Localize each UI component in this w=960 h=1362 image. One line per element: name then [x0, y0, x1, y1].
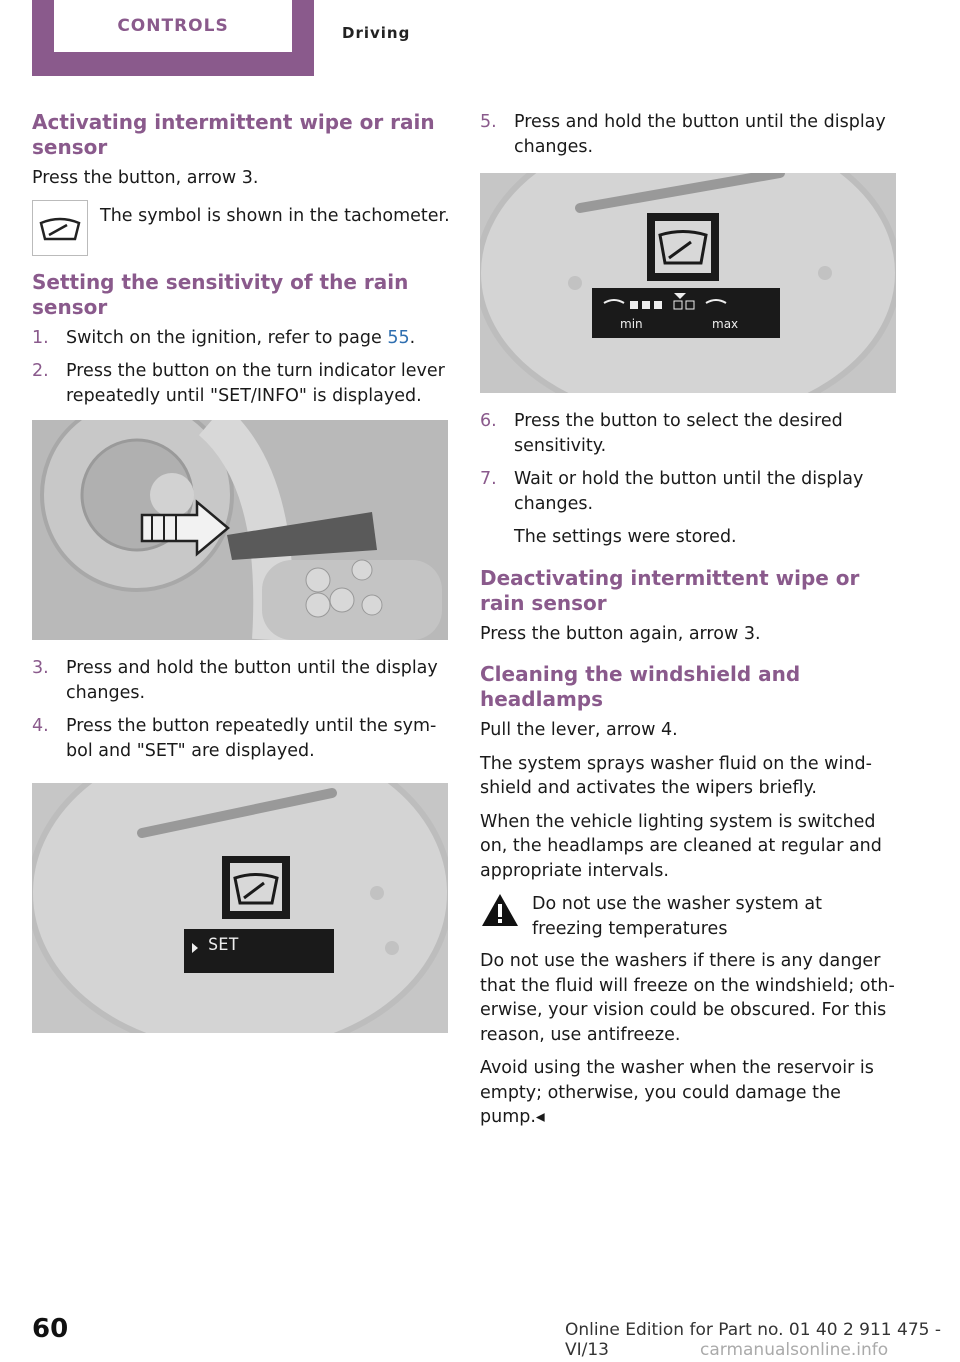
figure-tachometer-set [32, 783, 448, 1033]
paragraph-avoid: Avoid using the washer when the reservoir is empty; otherwise, you could damage the pump.◂ [480, 1058, 874, 1127]
figure-tachometer-sensitivity [480, 173, 896, 393]
step-number: 2. [32, 361, 49, 381]
settings-stored-text: The settings were stored. [514, 527, 737, 547]
heading-cleaning: Cleaning the windshield and headlamps [480, 662, 801, 711]
footer-edition: Online Edition for Part no. 01 40 2 911 475 - VI/13 [565, 1320, 942, 1360]
display-max-label: max [712, 317, 739, 331]
warning-title: Do not use the washer system at freezing temperatures [532, 894, 822, 939]
tab-controls-label: CONTROLS [117, 16, 229, 36]
step-7-text: Wait or hold the button until the display changes. [514, 469, 864, 514]
step-2-text: Press the button on the turn indicator lever repeatedly until "SET/INFO" is displayed. [66, 361, 445, 406]
step-4 [32, 714, 450, 763]
step-number: 1. [32, 327, 49, 348]
display-set-label: SET [208, 935, 239, 955]
display-min-label: min [620, 317, 643, 331]
warning-triangle-icon [480, 892, 520, 928]
wiper-symbol-row [32, 200, 450, 256]
step-number: 4. [32, 716, 49, 736]
paragraph-press-arrow3: Press the button, arrow 3. [32, 168, 259, 188]
paragraph-pull-lever: Pull the lever, arrow 4. [480, 720, 678, 740]
page-reference-link[interactable]: 55 [387, 327, 410, 348]
step-5 [480, 110, 896, 159]
tab-driving-label: Driving [342, 24, 411, 42]
step-number: 7. [480, 469, 497, 489]
heading-deactivating: Deactivating intermittent wipe or rain sensor [480, 565, 860, 615]
paragraph-freeze: Do not use the washers if there is any danger that the fluid will freeze on the windshield; otherwise, your vision could be obscured. For this reason, use antifreeze. [480, 951, 895, 1045]
step-3 [32, 656, 450, 705]
step-4-text: Press the button repeatedly until the symbol and "SET" are displayed. [66, 716, 437, 761]
footer-watermark: carmanualsonline.info [700, 1340, 889, 1360]
symbol-note: The symbol is shown in the tachometer. [100, 205, 450, 226]
step-1-text: Switch on the ignition, refer to page [66, 327, 388, 348]
step-1-end: . [409, 327, 416, 348]
paragraph-press-again: Press the button again, arrow 3. [480, 623, 761, 644]
paragraph-lighting: When the vehicle lighting system is switched on, the headlamps are cleaned at regular and appropriate intervals. [480, 811, 882, 881]
step-6 [480, 409, 896, 458]
header-tab-controls [32, 0, 314, 76]
warning-row [480, 892, 896, 941]
step-7 [480, 467, 896, 516]
step-1 [32, 326, 450, 351]
left-column [32, 110, 450, 1033]
heading-activating: Activating intermittent wipe or rain sensor [32, 110, 435, 159]
page-number: 60 [32, 1314, 69, 1344]
step-2 [32, 359, 450, 408]
right-column [480, 110, 896, 1139]
step-3-text: Press and hold the button until the display changes. [66, 658, 438, 703]
figure-turn-indicator-lever [32, 420, 448, 640]
step-number: 6. [480, 411, 497, 431]
step-number: 3. [32, 658, 49, 678]
paragraph-sprays: The system sprays washer fluid on the windshield and activates the wipers briefly. [480, 753, 872, 798]
heading-sensitivity: Setting the sensitivity of the rain sensor [32, 269, 409, 319]
step-number: 5. [480, 112, 497, 132]
wiper-symbol-icon [32, 200, 88, 256]
step-6-text: Press the button to select the desired sensitivity. [514, 411, 843, 456]
step-5-text: Press and hold the button until the display changes. [514, 112, 886, 157]
